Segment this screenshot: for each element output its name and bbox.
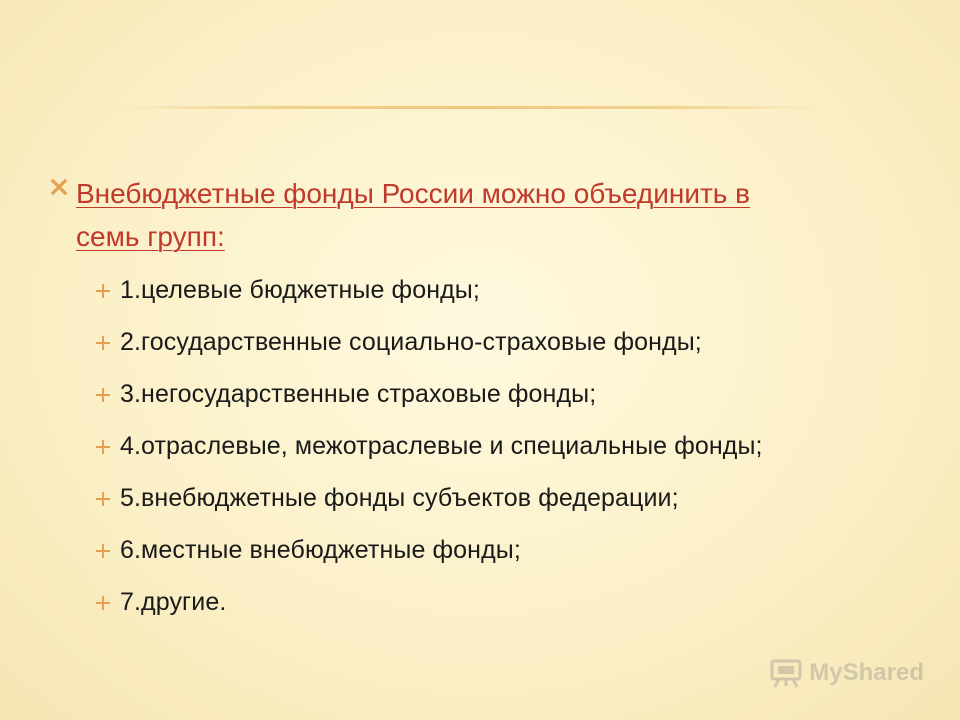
list-item: [48, 368, 948, 420]
list-item: [48, 576, 948, 628]
plus-bullet-icon: [94, 594, 112, 612]
title-divider: [120, 106, 820, 109]
plus-bullet-icon: [94, 438, 112, 456]
list-item-text: 7.другие.: [120, 587, 227, 616]
list-item: [48, 420, 948, 472]
slide-content: [48, 172, 948, 628]
myshared-watermark: [769, 658, 924, 688]
list-item-text: 6.местные внебюджетные фонды;: [120, 535, 521, 564]
presentation-board-icon: [769, 658, 803, 688]
plus-bullet-icon: [94, 386, 112, 404]
watermark-text: MyShared: [809, 659, 924, 686]
list-item-text: 2.государственные социально-страховые фонды;: [120, 327, 702, 356]
list-item: [48, 524, 948, 576]
list-item: [48, 472, 948, 524]
list-item-text: 4.отраслевые, межотраслевые и специальные фонды;: [120, 431, 763, 460]
fund-group-list: [48, 264, 948, 628]
plus-bullet-icon: [94, 490, 112, 508]
list-item-text: 3.негосударственные страховые фонды;: [120, 379, 597, 408]
list-item: [48, 264, 948, 316]
plus-bullet-icon: [94, 542, 112, 560]
slide-heading: Внебюджетные фонды России можно объединить в семь групп:: [76, 178, 751, 252]
main-bullet-item: [48, 172, 776, 258]
plus-bullet-icon: [94, 282, 112, 300]
list-item-text: 5.внебюджетные фонды субъектов федерации;: [120, 483, 679, 512]
plus-bullet-icon: [94, 334, 112, 352]
list-item-text: 1.целевые бюджетные фонды;: [120, 275, 480, 304]
list-item: [48, 316, 948, 368]
x-bullet-icon: [48, 176, 70, 198]
